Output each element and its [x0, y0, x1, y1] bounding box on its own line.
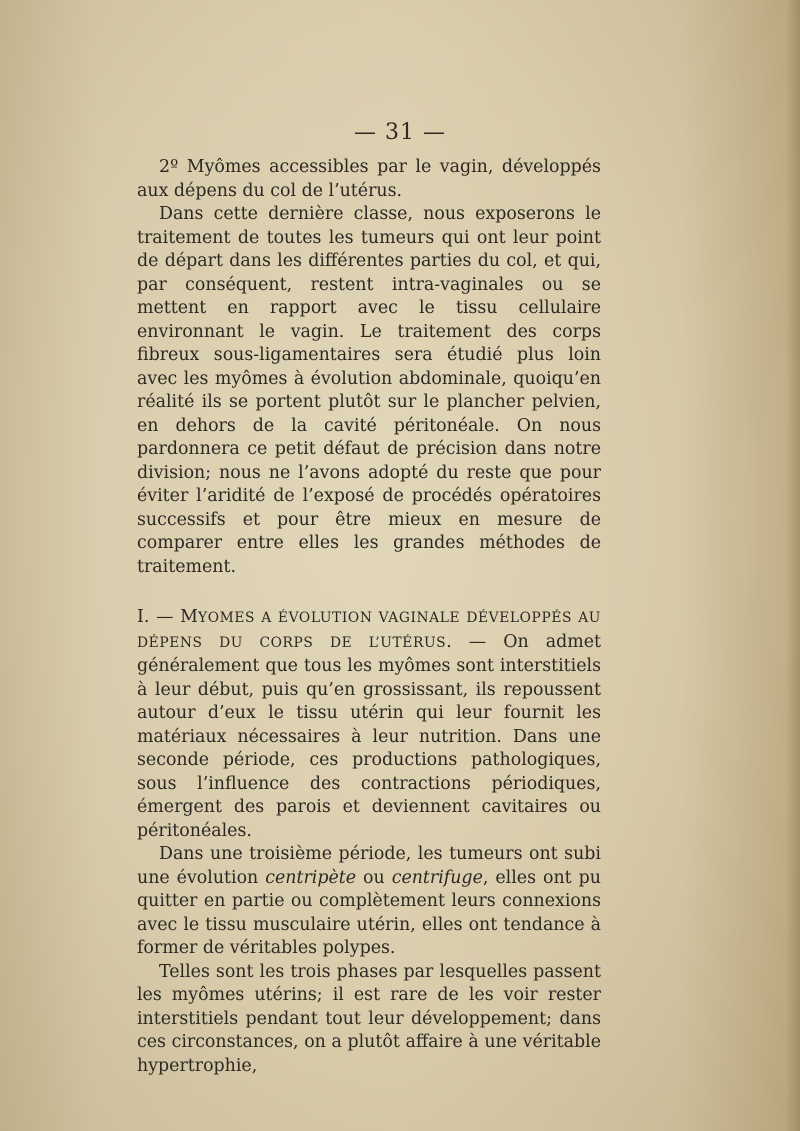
paragraph-text: Dans une troisième période, les tumeurs ont subi une évolution — [137, 844, 601, 888]
paragraph-classification: Dans cette dernière classe, nous exposerons le traitement de toutes les tumeurs qui ont leur point de départ dans les différentes parties du col, et qui, par conséquent, restent intra-vaginales ou se mettent en rapport avec le tissu cellulaire environnant le vagin. Le traitement des corps fibreux sous-ligamentaires sera étudié plus loin avec les myômes à évolution abdominale, quoiqu’en réalité ils se portent plutôt sur le plancher pelvien, en dehors de la cavité péritonéale. On nous pardonnera ce petit défaut de précision dans notre division; nous ne l’avons adopté du reste que pour éviter l’aridité de l’exposé de procédés opératoires successifs et pour être mieux en mesure de comparer entre elles les grandes méthodes de traitement. — [137, 204, 601, 577]
paragraph-three-phases: Telles sont les trois phases par lesquelles passent les myômes utérins; il est rare de les voir rester interstitiels pendant tout leur développement; dans ces circonstances, on a plutôt affaire à une véritable hypertrophie, — [137, 961, 601, 1076]
section-intro-text: . — On admet généralement que tous les myômes sont interstitiels à leur début, puis qu’en grossissant, ils repoussent autour d’eux le tissu utérin qui leur fournit les matériaux nécessaires à leur nutrition. Dans une seconde période, ces productions pathologiques, sous l’influence des contractions périodiques, émergent des parois et deviennent cavitaires ou péritonéales. — [137, 631, 601, 841]
italic-term-centripete: centripète — [265, 867, 357, 888]
paragraph-text: , elles ont pu quitter en partie ou complètement leurs connexions avec le tissu musculaire utérin, elles ont tendance à former de véritables polypes. — [137, 867, 601, 958]
section-heading-paragraph — [137, 606, 601, 843]
paragraph-myomes-col: 2º Myômes accessibles par le vagin, développés aux dépens du col de l’utérus. — [137, 157, 601, 201]
body-text — [137, 156, 601, 1078]
page-number: — 31 — — [354, 120, 446, 145]
paragraph-third-period — [137, 843, 601, 961]
section-number: I. — M — [137, 607, 198, 627]
italic-term-centrifuge: centrifuge — [391, 867, 483, 888]
section-title: YOMES A ÉVOLUTION VAGINALE DÉVELOPPÉS AU DÉPENS DU CORPS DE L’UTÉRUS — [137, 610, 601, 651]
paragraph-text: ou — [356, 867, 392, 888]
